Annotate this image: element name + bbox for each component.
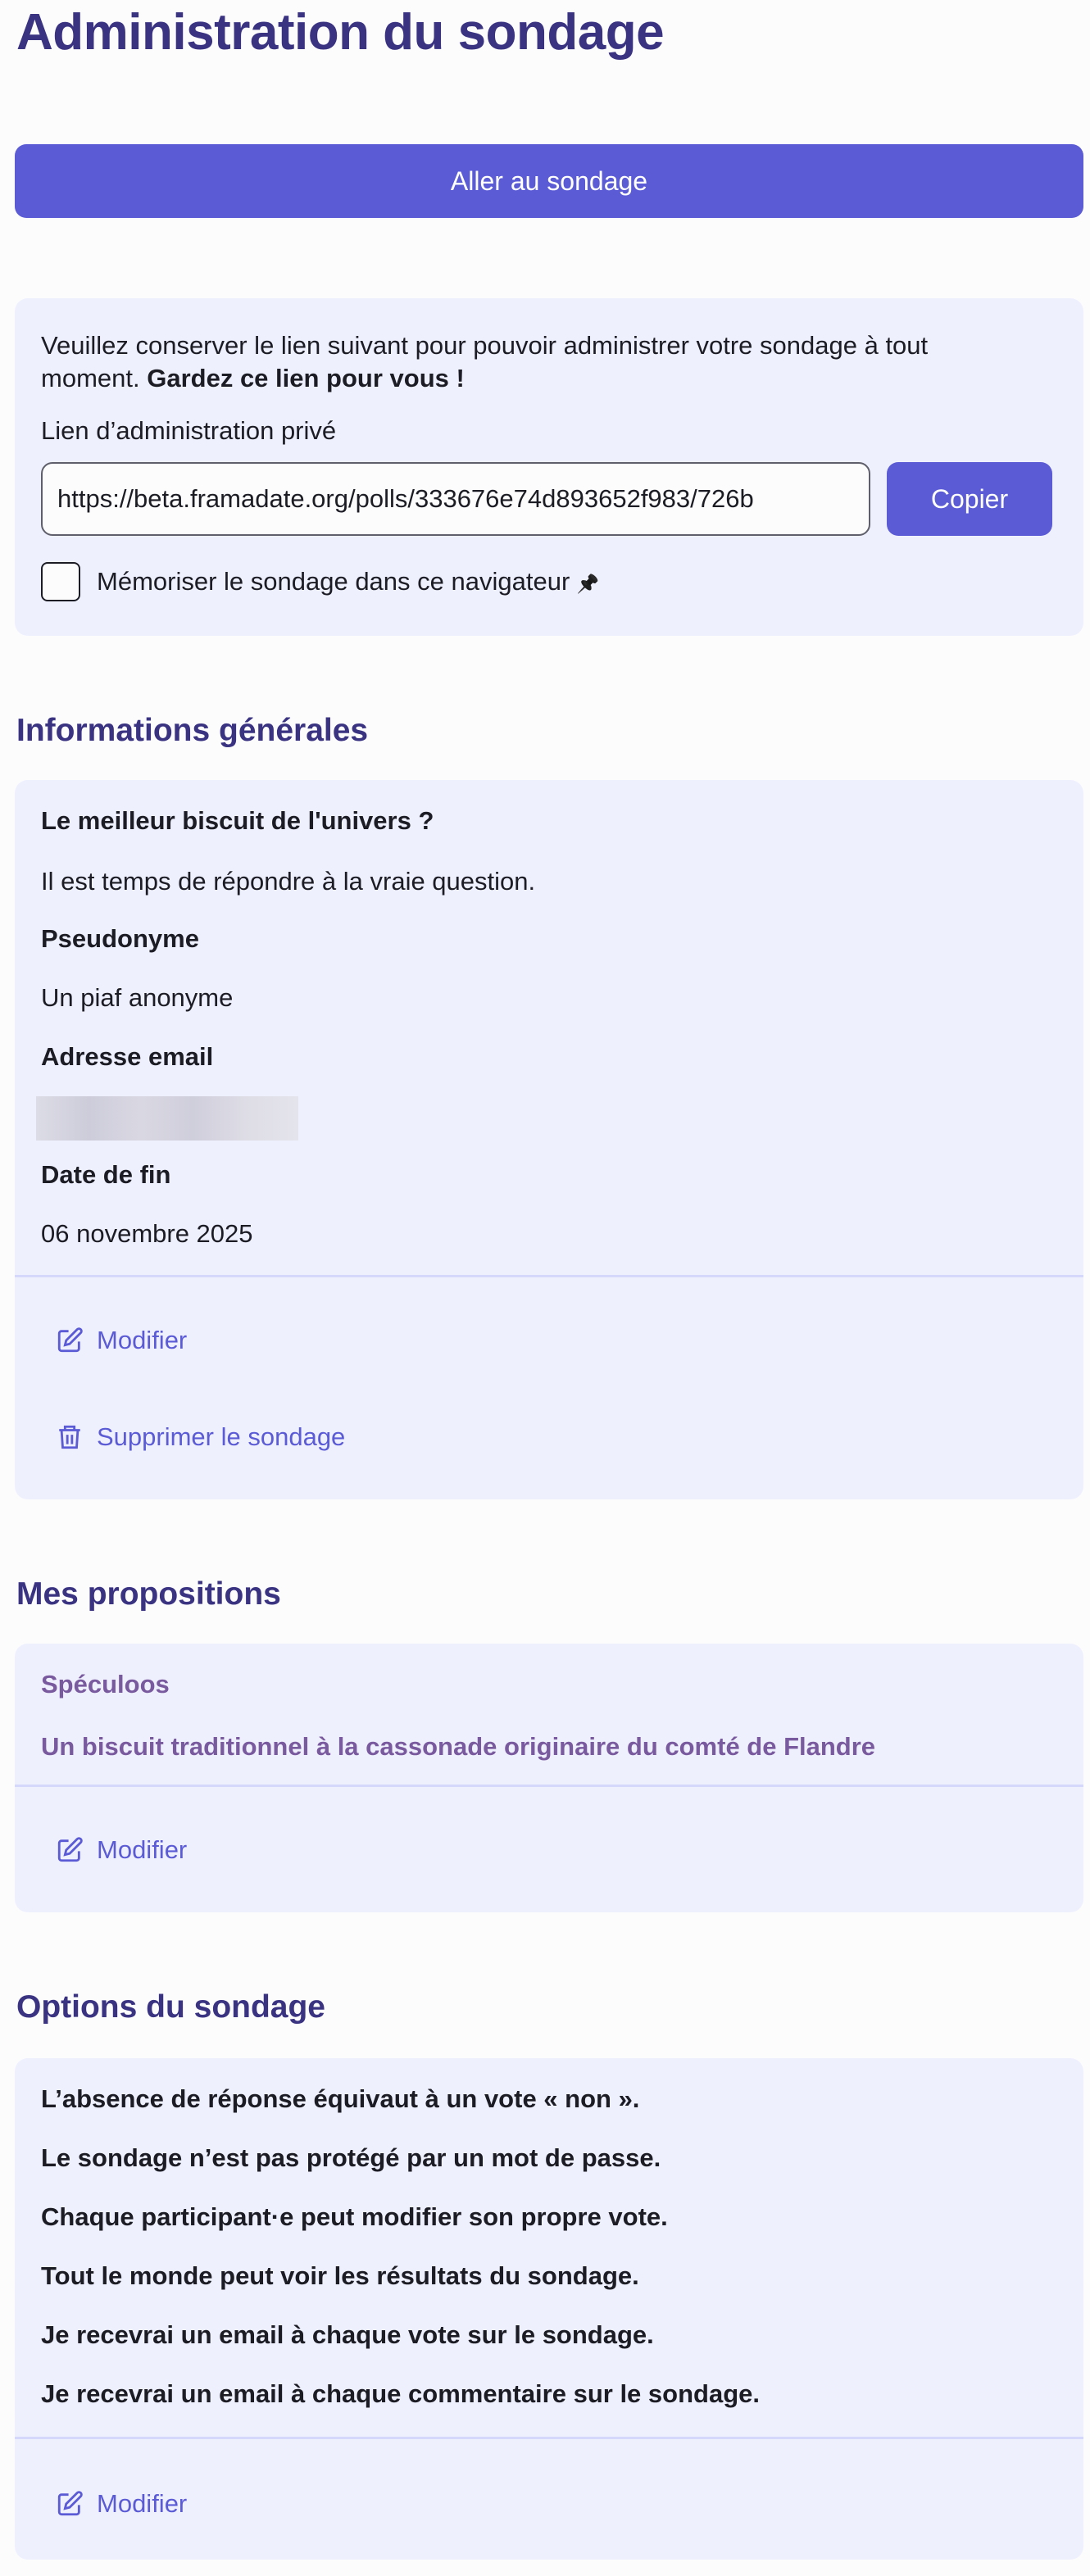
poll-description: Il est temps de répondre à la vraie question. [41,867,536,896]
page-title: Administration du sondage [16,4,665,61]
go-to-poll-button[interactable]: Aller au sondage [15,144,1083,218]
option-item: Je recevrai un email à chaque vote sur le sondage. [41,2320,654,2349]
admin-link-label: Lien d’administration privé [41,416,337,445]
pseudo-value: Un piaf anonyme [41,983,234,1012]
option-item: Je recevrai un email à chaque commentaire sur le sondage. [41,2379,760,2408]
pin-icon: 📌 [576,574,600,594]
delete-poll-button[interactable] [56,1422,345,1452]
divider [15,2437,1083,2439]
option-item: Le sondage n’est pas protégé par un mot de passe. [41,2143,661,2172]
general-heading: Informations générales [16,713,369,748]
poll-title: Le meilleur biscuit de l'univers ? [41,806,434,835]
remember-label[interactable] [97,565,599,601]
option-item: Tout le monde peut voir les résultats du sondage. [41,2261,639,2290]
general-panel [15,780,1083,1499]
edit-general-button[interactable] [56,1326,187,1355]
email-label: Adresse email [41,1042,214,1071]
edit-label: Modifier [97,1326,188,1354]
notice-text: Veuillez conserver le lien suivant pour pouvoir administrer votre sondage à tout [41,331,929,360]
admin-link-panel [15,298,1083,636]
proposals-heading: Mes propositions [16,1576,281,1612]
options-heading: Options du sondage [16,1989,325,2025]
option-item: L’absence de réponse équivaut à un vote « non ». [41,2084,640,2113]
proposal-name: Spéculoos [41,1670,170,1698]
admin-link-input[interactable]: https://beta.framadate.org/polls/333676e74d893652f983/726b [41,462,870,536]
edit-icon [56,1835,84,1865]
remember-checkbox[interactable] [41,562,80,601]
edit-icon [56,1326,84,1355]
proposal-description: Un biscuit traditionnel à la cassonade originaire du comté de Flandre [41,1732,876,1761]
edit-proposals-button[interactable] [56,1835,187,1865]
email-value-redacted [36,1096,298,1141]
notice-bold: Gardez ce lien pour vous ! [147,364,465,392]
remember-text: Mémoriser le sondage dans ce navigateur [97,567,570,596]
end-date-value: 06 novembre 2025 [41,1219,253,1248]
edit-label: Modifier [97,1835,188,1864]
pseudo-label: Pseudonyme [41,924,199,953]
trash-icon [56,1422,84,1452]
divider [15,1275,1083,1277]
notice-text-2 [41,362,465,395]
copy-button[interactable]: Copier [887,462,1052,536]
edit-icon [56,2489,84,2519]
option-item: Chaque participant·e peut modifier son propre vote. [41,2202,668,2231]
end-date-label: Date de fin [41,1160,171,1189]
edit-label: Modifier [97,2489,188,2518]
edit-options-button[interactable] [56,2489,187,2519]
notice-moment: moment. [41,364,140,392]
divider [15,1785,1083,1787]
proposals-panel [15,1644,1083,1912]
delete-label: Supprimer le sondage [97,1422,346,1451]
options-panel [15,2058,1083,2560]
